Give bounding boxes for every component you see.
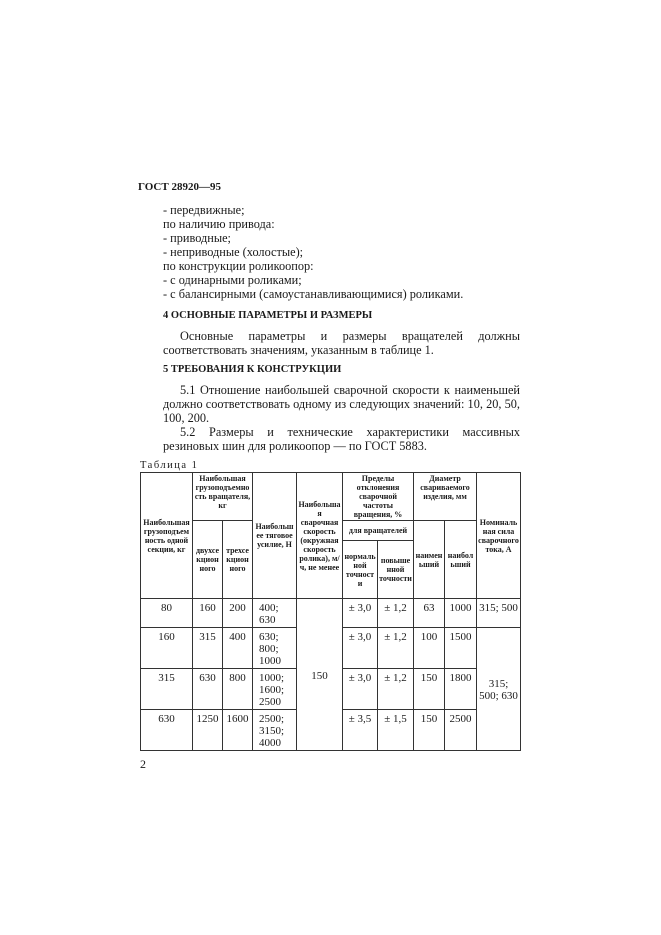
cell-high: ± 1,2	[378, 628, 414, 669]
cell-two: 630	[193, 669, 223, 710]
section-5-heading: 5 ТРЕБОВАНИЯ К КОНСТРУКЦИИ	[163, 364, 342, 375]
header-three-section: трехсекционного	[223, 521, 253, 599]
header-for-rotators: для вращателей	[343, 521, 414, 541]
cell-dmax: 2500	[445, 710, 477, 751]
header-max: наибольший	[445, 521, 477, 599]
list-item: - с одинарными роликами;	[163, 273, 302, 287]
cell-two: 1250	[193, 710, 223, 751]
cell-three: 400	[223, 628, 253, 669]
cell-normal: ± 3,0	[343, 599, 378, 628]
cell-traction: 630; 800; 1000	[253, 628, 297, 669]
table-row	[141, 599, 521, 628]
header-diameter: Диаметр свариваемого изделия, мм	[414, 473, 477, 521]
cell-current: 315; 500	[477, 599, 521, 628]
list-item: - неприводные (холостые);	[163, 245, 304, 259]
cell-speed: 150	[297, 599, 343, 751]
cell-dmin: 63	[414, 599, 445, 628]
page-number: 2	[140, 757, 146, 771]
cell-three: 800	[223, 669, 253, 710]
cell-normal: ± 3,0	[343, 628, 378, 669]
cell-three: 1600	[223, 710, 253, 751]
cell-dmax: 1000	[445, 599, 477, 628]
cell-section: 315	[141, 669, 193, 710]
cell-dmax: 1800	[445, 669, 477, 710]
cell-current: 315; 500; 630	[477, 628, 521, 751]
list-item: по конструкции роликоопор:	[163, 259, 314, 273]
cell-section: 80	[141, 599, 193, 628]
header-traction: Наибольшее тяговое усилие, Н	[253, 473, 297, 599]
cell-traction: 1000; 1600; 2500	[253, 669, 297, 710]
body-text	[163, 203, 520, 453]
list-item: - приводные;	[163, 231, 231, 245]
cell-normal: ± 3,0	[343, 669, 378, 710]
header-high: повышенной точности	[378, 541, 414, 599]
header-normal: нормальной точности	[343, 541, 378, 599]
cell-two: 315	[193, 628, 223, 669]
paragraph-5-2: 5.2 Размеры и технические характеристики массивных резиновых шин для роликоопор — по ГОСТ 5883.	[163, 425, 520, 453]
header-deviation: Пределы отклонения сварочной частоты вращения, %	[343, 473, 414, 521]
section-4-text: Основные параметры и размеры вращателей должны соответствовать значениям, указанным в таблице 1.	[163, 329, 520, 357]
cell-normal: ± 3,5	[343, 710, 378, 751]
parameters-table	[140, 472, 521, 751]
cell-high: ± 1,2	[378, 599, 414, 628]
cell-high: ± 1,2	[378, 669, 414, 710]
page-column	[138, 180, 522, 771]
cell-traction: 2500; 3150; 4000	[253, 710, 297, 751]
cell-traction: 400; 630	[253, 599, 297, 628]
cell-dmin: 150	[414, 669, 445, 710]
header-rotator-capacity: Наибольшая грузоподъемность вращателя, кг	[193, 473, 253, 521]
list-item: - с балансирными (самоустанавливающимися) роликами.	[163, 287, 464, 301]
standard-number: ГОСТ 28920—95	[138, 181, 221, 193]
cell-three: 200	[223, 599, 253, 628]
cell-section: 160	[141, 628, 193, 669]
cell-dmin: 100	[414, 628, 445, 669]
header-min: наименьший	[414, 521, 445, 599]
paragraph-5-1: 5.1 Отношение наибольшей сварочной скорости к наименьшей должно соответствовать одному из следующих значений: 10, 20, 50, 100, 200.	[163, 383, 520, 425]
list-item: по наличию привода:	[163, 217, 275, 231]
cell-high: ± 1,5	[378, 710, 414, 751]
cell-dmax: 1500	[445, 628, 477, 669]
header-two-section: двухсекционного	[193, 521, 223, 599]
table-caption: Таблица 1	[140, 460, 199, 471]
cell-section: 630	[141, 710, 193, 751]
section-4-heading: 4 ОСНОВНЫЕ ПАРАМЕТРЫ И РАЗМЕРЫ	[163, 310, 373, 321]
header-section-capacity: Наибольшая грузоподъемность одной секции, кг	[141, 473, 193, 599]
list-item: - передвижные;	[163, 203, 245, 217]
header-current: Номинальная сила сварочного тока, А	[477, 473, 521, 599]
cell-two: 160	[193, 599, 223, 628]
header-speed: Наибольшая сварочная скорость (окружная скорость ролика), м/ч, не менее	[297, 473, 343, 599]
cell-dmin: 150	[414, 710, 445, 751]
